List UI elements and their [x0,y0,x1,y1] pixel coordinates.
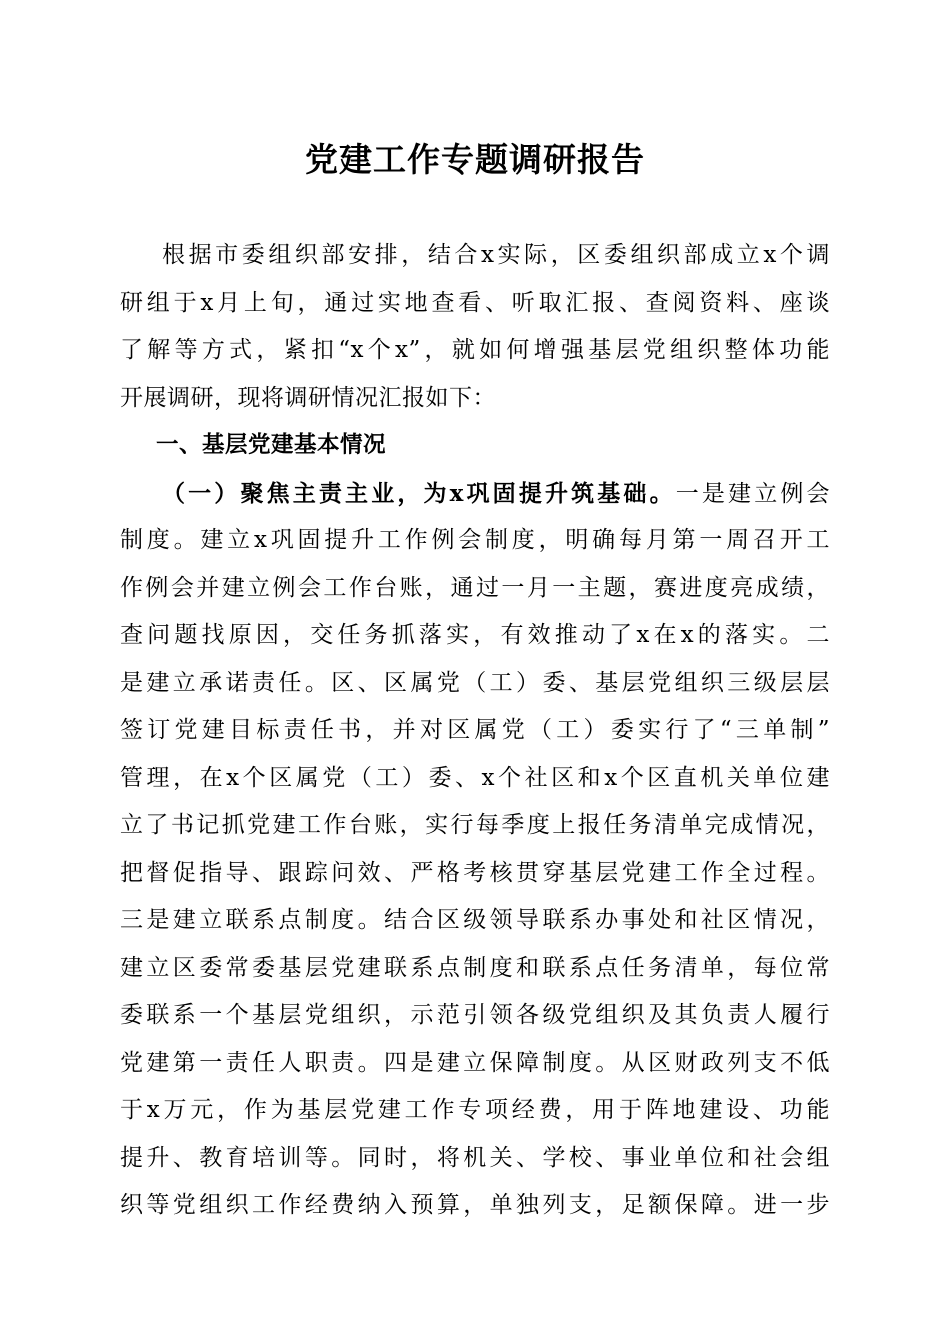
paragraph-line: 三是建立联系点制度。结合区级领导联系办事处和社区情况， [120,907,830,933]
document-title: 党建工作专题调研报告 [305,140,645,179]
paragraph-line: 提升、教育培训等。同时，将机关、学校、事业单位和社会组 [120,1144,830,1171]
paragraph-line: 管理，在x个区属党（工）委、x个社区和x个区直机关单位建 [120,764,830,791]
paragraph-line: 建立区委常委基层党建联系点制度和联系点任务清单，每位常 [120,954,830,981]
paragraph-line: 查问题找原因，交任务抓落实，有效推动了x在x的落实。二 [120,622,830,648]
section-heading: 一、基层党建基本情况 [156,432,387,458]
intro-line: 了解等方式，紧扣“x个x”，就如何增强基层党组织整体功能 [120,337,830,363]
paragraph-line: 把督促指导、跟踪问效、严格考核贯穿基层党建工作全过程。 [120,859,830,886]
document-body [120,232,830,1230]
paragraph-line: 是建立承诺责任。区、区属党（工）委、基层党组织三级层层 [120,669,830,696]
subsection-first-line [120,470,830,518]
paragraph-line: 于x万元，作为基层党建工作专项经费，用于阵地建设、功能 [120,1097,830,1123]
subsection-heading: （一）聚焦主责主业，为x巩固提升筑基础。 [162,479,676,507]
paragraph-line: 制度。建立x巩固提升工作例会制度，明确每月第一周召开工 [120,527,830,553]
paragraph-line: 作例会并建立例会工作台账，通过一月一主题，赛进度亮成绩， [120,574,830,601]
paragraph-line: 立了书记抓党建工作台账，实行每季度上报任务清单完成情况， [120,812,830,838]
intro-line: 根据市委组织部安排，结合x实际，区委组织部成立x个调 [162,242,830,268]
paragraph-line: 党建第一责任人职责。四是建立保障制度。从区财政列支不低 [120,1049,830,1076]
paragraph-line: 织等党组织工作经费纳入预算，单独列支，足额保障。进一步 [120,1192,830,1218]
paragraph-line: 委联系一个基层党组织，示范引领各级党组织及其负责人履行 [120,1002,830,1028]
subsection-first-line-text: 一是建立例会 [675,480,831,507]
intro-line: 研组于x月上旬，通过实地查看、听取汇报、查阅资料、座谈 [120,289,830,316]
paragraph-line: 签订党建目标责任书，并对区属党（工）委实行了“三单制” [120,717,830,743]
intro-line: 开展调研，现将调研情况汇报如下： [120,384,496,411]
